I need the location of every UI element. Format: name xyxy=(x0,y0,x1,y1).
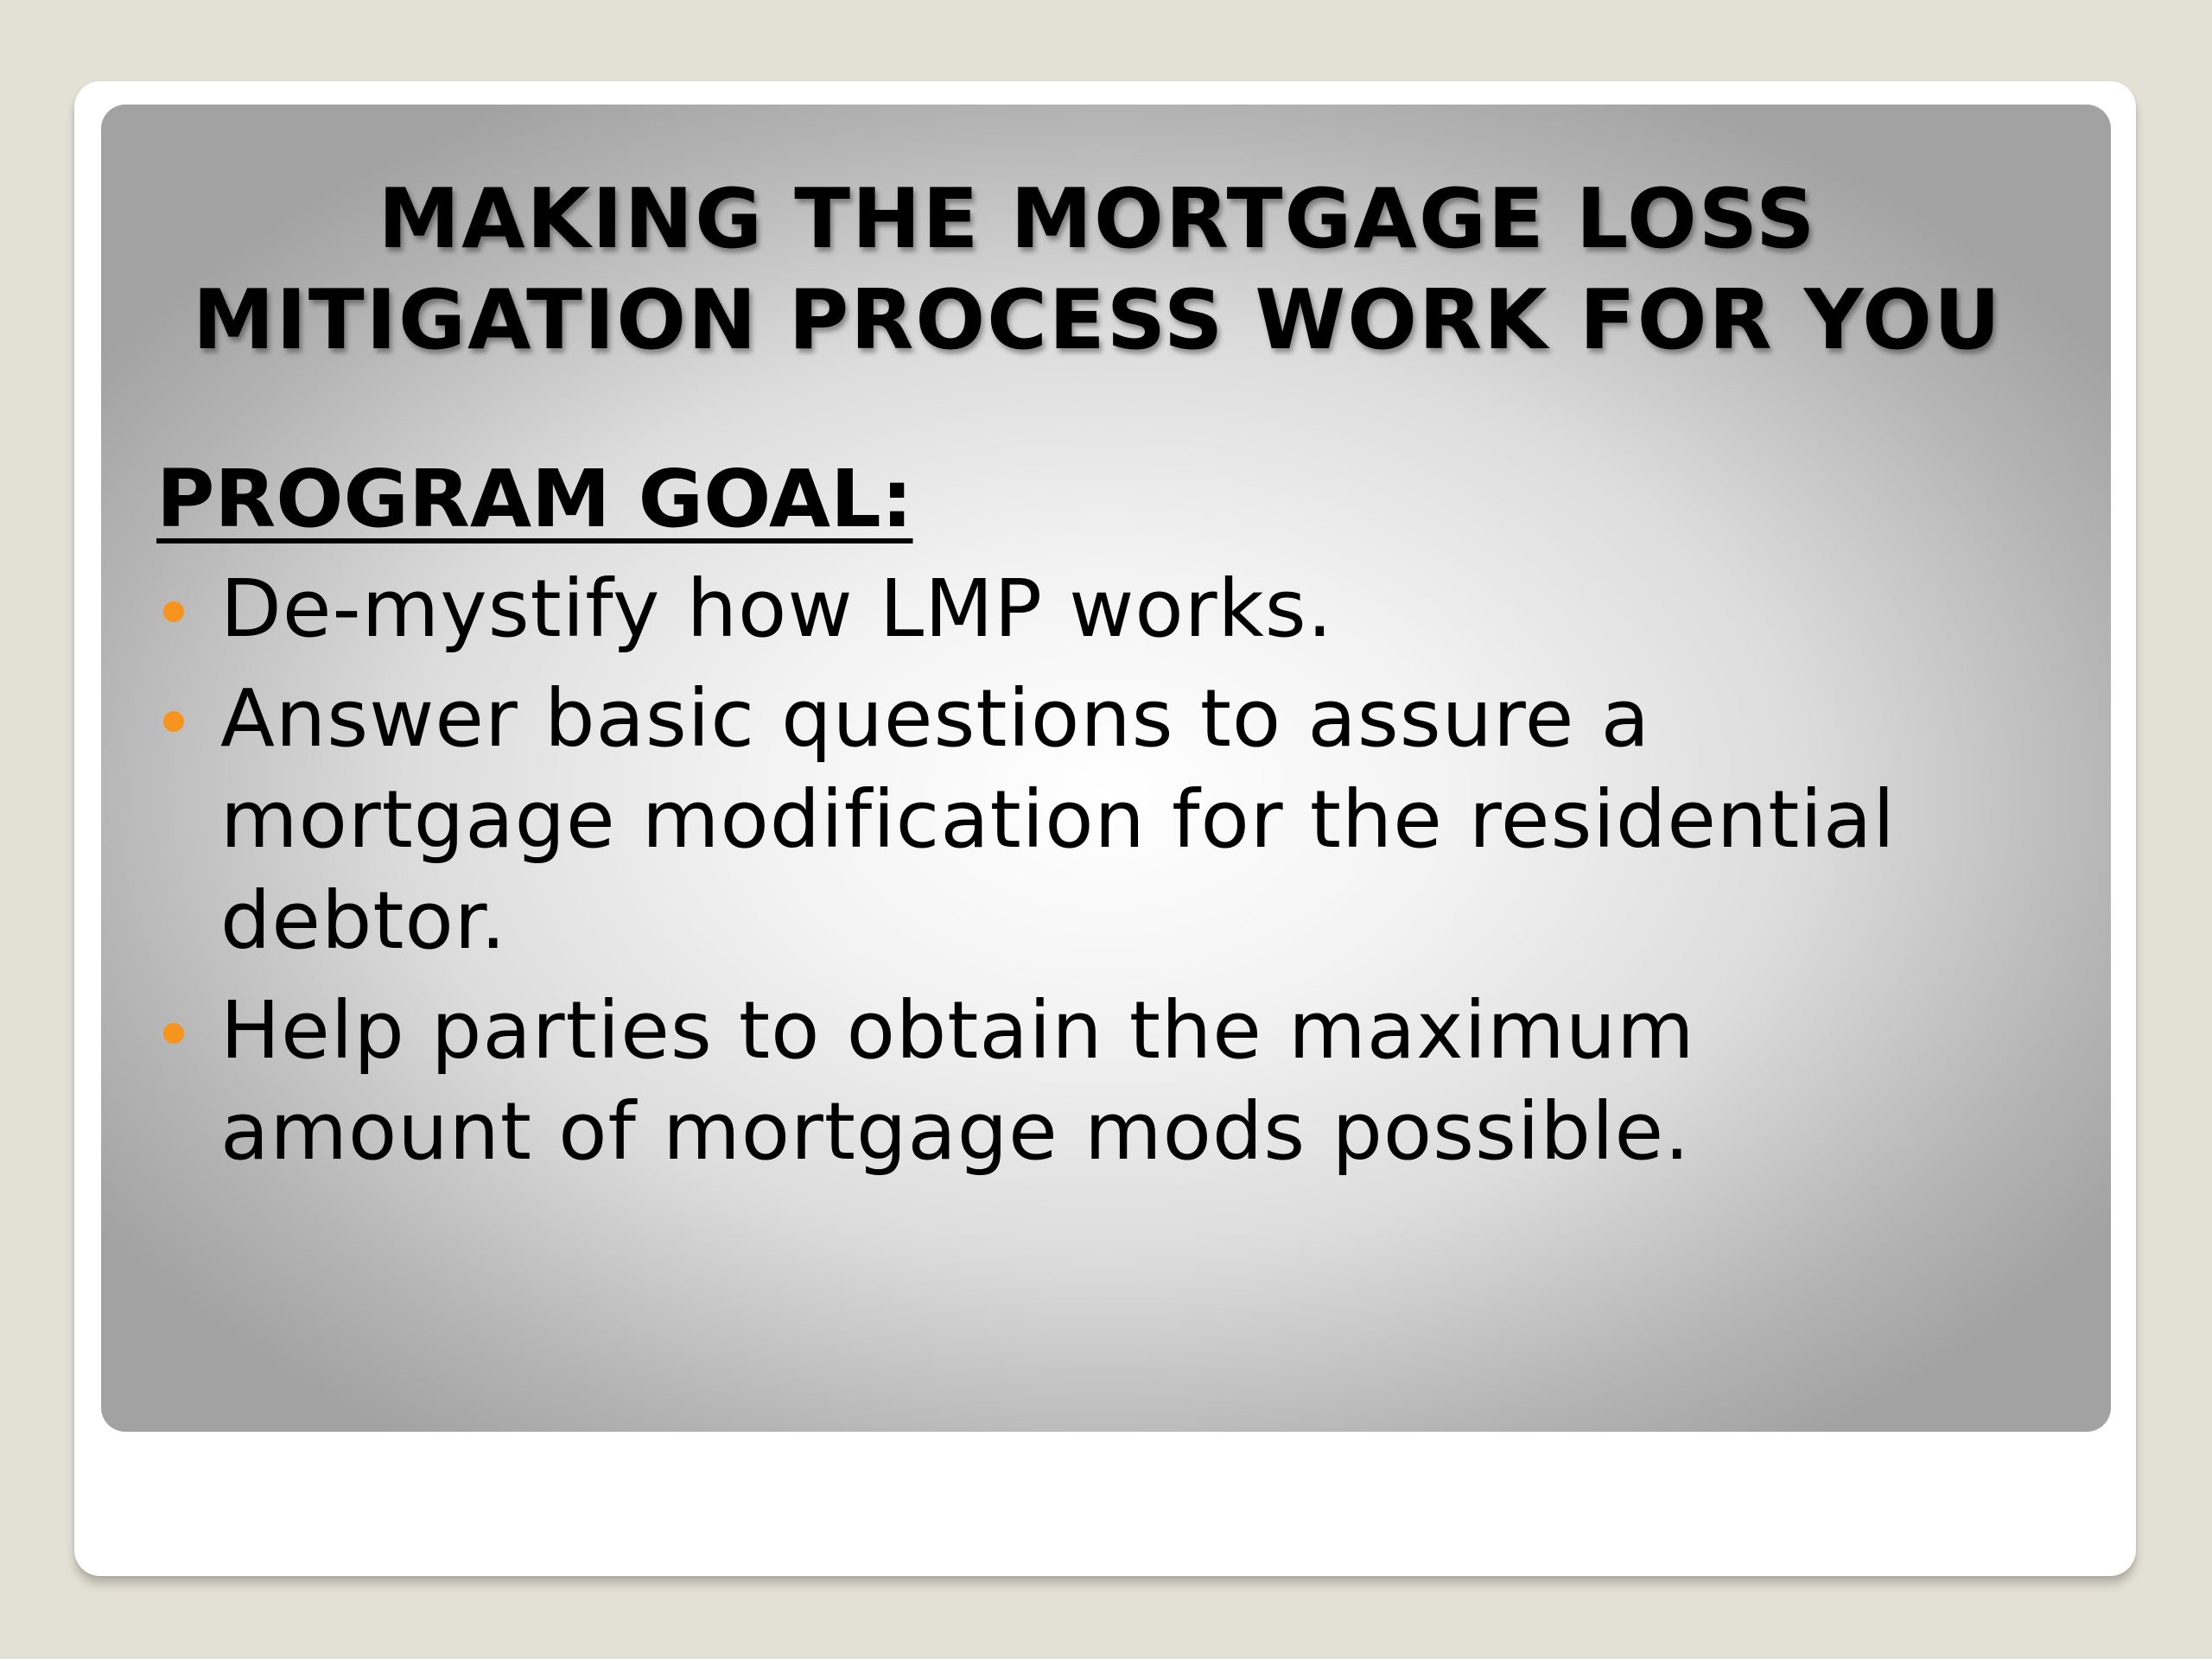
bullet-item-answer-questions xyxy=(156,668,2092,971)
bullet-text-line: Answer basic questions to assure a xyxy=(220,672,1651,765)
bullet-item-demystify xyxy=(156,558,2092,659)
program-goal-heading: PROGRAM GOAL: xyxy=(156,453,913,545)
goal-bullet-list xyxy=(156,558,2092,1191)
circle-bullet-icon xyxy=(163,1023,184,1044)
bullet-text-line: De-mystify how LMP works. xyxy=(220,563,1333,655)
bullet-item-help-parties xyxy=(156,980,2092,1182)
slide-title-line-1: MAKING THE MORTGAGE LOSS xyxy=(378,172,1817,267)
circle-bullet-icon xyxy=(163,601,184,622)
slide-title-line-2: MITIGATION PROCESS WORK FOR YOU xyxy=(192,273,2003,368)
bullet-text-line: debtor. xyxy=(220,874,507,967)
circle-bullet-icon xyxy=(163,711,184,732)
bullet-text-line: Help parties to obtain the maximum xyxy=(220,984,1695,1077)
bullet-text-line: mortgage modification for the residential xyxy=(220,773,1896,866)
bullet-text-line: amount of mortgage mods possible. xyxy=(220,1085,1691,1178)
slide-title xyxy=(121,169,2074,372)
